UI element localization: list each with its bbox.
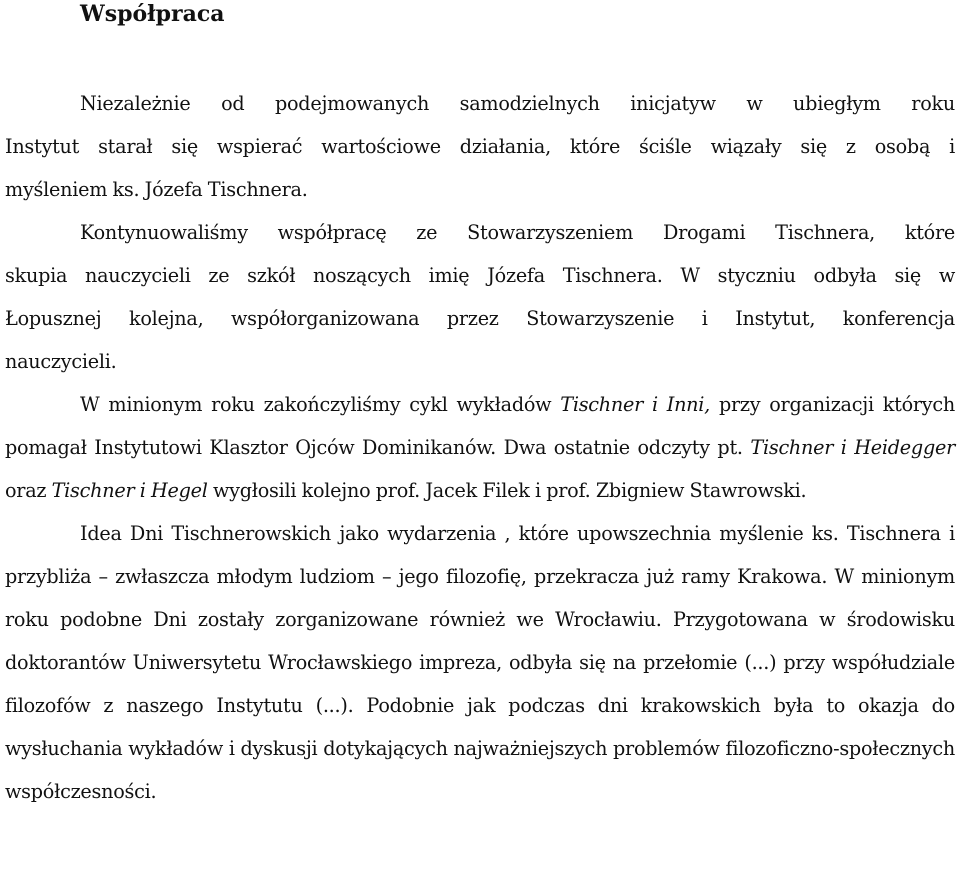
paragraph-1-line-3: myśleniem ks. Józefa Tischnera. bbox=[5, 178, 308, 201]
paragraph-3-text-d: wygłosili kolejno prof. Jacek Filek i prof. Zbigniew Stawrowski. bbox=[207, 479, 807, 502]
paragraph-1-line-1: Niezależnie od podejmowanych samodzielnych inicjatyw w ubiegłym roku bbox=[80, 92, 955, 115]
paragraph-4: Idea Dni Tischnerowskich jako wydarzenia , które upowszechnia myślenie ks. Tischnera i przybliża – zwłaszcza młodym ludziom – jego filozofię, przekracza już ramy Krakowa. W minionym roku podobne Dni zostały zorganizowane również we Wrocławiu. Przygotowana w środowisku doktorantów Uniwersytetu Wrocławskiego impreza, odbyła się na przełomie (...) przy współudziale filozofów z naszego Instytutu (...). Podobnie jak podczas dni krakowskich była to okazja do wysłuchania wykładów i dyskusji dotykających najważniejszych problemów filozoficzno-społecznych współczesności. bbox=[5, 522, 955, 803]
paragraph-3-text-a: W minionym roku zakończyliśmy cykl wykładów bbox=[80, 393, 561, 416]
paragraph-2-line-1: Kontynuowaliśmy współpracę ze Stowarzyszeniem Drogami Tischnera, które bbox=[80, 221, 955, 244]
paragraph-2-line-3: Łopusznej kolejna, współorganizowana przez Stowarzyszenie i Instytut, konferencja bbox=[5, 307, 955, 330]
section-heading: Współpraca bbox=[80, 1, 225, 27]
paragraph-3-italic-title-3: Tischner i Hegel bbox=[51, 479, 208, 502]
paragraph-3-italic-title-1: Tischner i Inni, bbox=[560, 393, 711, 416]
paragraph-3 bbox=[5, 383, 955, 512]
paragraph-2-line-2: skupia nauczycieli ze szkół noszących imię Józefa Tischnera. W styczniu odbyła się w bbox=[5, 264, 955, 287]
paragraph-1 bbox=[5, 82, 955, 211]
paragraph-1-line-2: Instytut starał się wspierać wartościowe działania, które ściśle wiązały się z osobą i bbox=[5, 135, 955, 158]
paragraph-2 bbox=[5, 211, 955, 383]
paragraph-3-text-b: przy organizacji których pomagał Instytutowi Klasztor Ojców Dominikanów. Dwa ostatnie odczyty pt. bbox=[5, 393, 955, 459]
paragraph-2-line-4: nauczycieli. bbox=[5, 350, 117, 373]
document-page bbox=[5, 0, 955, 813]
paragraph-3-text-c: oraz bbox=[5, 479, 52, 502]
paragraph-3-italic-title-2: Tischner i Heidegger bbox=[750, 436, 955, 459]
